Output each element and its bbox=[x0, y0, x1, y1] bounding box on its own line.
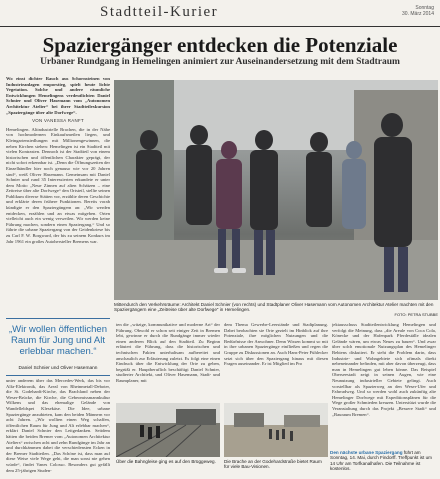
info-title: Den nächste urbane Spaziergang bbox=[330, 450, 403, 455]
column-4: jektausschuss Stadtteilentwicklung Hemelingen und verfolgt die Meinung, dass „die Areale von Coca Cola, Könecke und der Hafenpark Pferdeställe idealen Gelände wären, um etwas Neues zu bauen“. Und zwar über solch emotionale Nutzungsplan des Hemelinger Bebiens diskutiert. Er sieht die Problem darin, dass Industrie- und Wohngebiete sich oftmals direkt nebeneinander befinden, mit aber davon überzeugt, dass man in Hemelingen gut leben könne. Das Beispiel Oberseestadt zeigt in seinen Augen, wie eine Neunutzung industrieller Gebiete gelingt. Auch vorstellbar als Spazierweg an den Weser-Ufer und Fahrradweg. Und so werden wohl auch zukünftig alte Hemelinger Dorfwege mit Expeditionsplänen für die Wege großer Schmieden kreuzen. Unterstützt wurde die Veranstaltung durch das Projekt „Bessere Stadt“ und „Bauraum Bremen“. bbox=[332, 322, 436, 417]
column-1-lower: unter anderem über das Mercedes-Werk, das bis vor Alfa-Elektronik, das Areal von Rheinmetall-Deboter, die St. Godehardt-Kirche, das Brachland neben der Weser-Brücke, die Kirche, die Gebeomissmannkultur Wilkens und das ehemalige Gelände von Wandelleldspet Klesekäse. Die Idee, urbane Spaziergänge anzubieten, kam den beiden Männern vor acht Jahren. „Wir wollten einen Weg schaffen, öffentlichen Raum für Jung und Alt erlebbar machen“, erklärt Daniel Schnier den Leitgedanken. Seitdem hätten die beiden Bremer vom „Autonomen Architektur Ateliers“ zwischen acht und zehn Rundgänge im Jahr an und durchkämmen dabei die verschiedensten Ecken in der Bremer Stadtteilen. „Das Schöne ist, dass man auf diese Weise viele Wege geht, die man sonst nie gehen würde“, findet Vanes Colosso. Besonders gut gefällt dem 25-jährigen Studen- bbox=[6, 378, 110, 473]
headline: Spaziergänger entdecken die Potenziale bbox=[42, 33, 398, 57]
column-2: ten die „witzige, kommunikative und moderne Art“ der Führung. Obwohl er schon seit einiger Zeit in Bremen lebt, gewinne er durch die Rundgänge immer wieder einen anderen Blick auf den Stadtteil. Zu Beginn erläutert die Führung, dass die historischen und technischen Fakten unterhaltsam aufbereitet und anschaulich zur Erläuterung zuletzt. Es folgt eine einen Eindruck über die Entwicklung der Orte zu geben, begrüßt er. Hauptberuflich beschäftigt Daniel Schnier, studierter Architekt, und Oliver Hasemann, Stadt- und Raumplaner, mit bbox=[116, 322, 220, 383]
main-photo bbox=[114, 80, 438, 300]
quote-text: „Wir wollen öffentlichen Raum für Jung und Alt erlebbar machen.“ bbox=[8, 324, 108, 357]
section-title: Stadtteil-Kurier bbox=[100, 4, 219, 20]
article-lead: Wo einst dichter Rauch aus Schornsteinen von Industrieanlagen emporstieg, spielt heute lichte Vegetation. Solche und andere räumliche Entwicklungen Hemelingens verdeutlichten Daniel Schnier und Oliver Hasemann vom „Autonomen Architektur Atelier“ bei ihrer Stadtteilexkursion „Spaziergänge über alte Dorfwege“. bbox=[6, 76, 110, 115]
subheadline: Urbaner Rundgang in Hemelingen animiert zur Auseinandersetzung mit dem Stadtraum bbox=[40, 57, 400, 67]
brownfield-photo bbox=[224, 403, 328, 457]
photo-credit: FOTO: PETRA STUBBE bbox=[394, 312, 438, 317]
rail-tracks-caption: Über die Bahngleise ging es auf den Brüggeweg. bbox=[116, 459, 216, 464]
quote-author: Daniel Schnier und Oliver Hasemann bbox=[18, 366, 98, 371]
info-text: führt am Sonntag, 14. Mai, durch Findorff. Treffpunkt ist um 14 Uhr am Torfkanalhafen. Die Teilnahme ist kostenlos. bbox=[330, 450, 432, 472]
group-walk-photo bbox=[114, 80, 438, 300]
weekday: Sonntag bbox=[415, 5, 434, 11]
brownfield-caption: Die Brache an der Godehardstraße bietet Raum für viele Bau-Visionen. bbox=[224, 459, 322, 470]
column-3: dem Thema Gewerbe-Leerstände und Stadtplanung. Dabei beobachten sie Orte gezielt im Hinblick auf ihre Potenziale, ihre möglichen Nutzungen und die Bedürfnisse der Anwohner. Denn Wissen kommt so mit in ihre urbanen Spaziergänge einfließen und regen die Gruppe zu Diskussionen an. Auch Hans-Peter Fühlecker setzt sich über den Spaziergang hinaus mit diesen Fragen auseinander. Er ist Mitglied im Pro bbox=[224, 322, 328, 367]
column-1 bbox=[6, 76, 110, 314]
brownfield-image bbox=[224, 403, 328, 457]
byline: VON VANESSA RANFT bbox=[32, 118, 84, 124]
date: 30. März 2014 bbox=[402, 11, 434, 17]
edition-date bbox=[402, 5, 434, 17]
rail-tracks-image bbox=[116, 403, 220, 457]
pull-quote bbox=[6, 318, 110, 376]
info-box bbox=[330, 450, 436, 472]
main-photo-caption: Mittendurch den Verkehrsräume: Architekt Daniel Schnier (von rechts) und Stadtplaner Oliver Hasemann vom Autonomen Architektur Atelier machten mit den Spaziergängern eine „Zeitreise über alte Dorfwege“ in Hemelingen. bbox=[114, 302, 434, 313]
rail-tracks-photo bbox=[116, 403, 220, 457]
page-header bbox=[0, 0, 440, 27]
article-body-1: Hemelingen. Altindustrielle Brachen, die in der Nähe von hochmodernen Einkaufsmeilen liegen, und Kleingartensiedlungen mit Millionengewinnen, die neben Kirchen stehen: Hemelingen ist ein Stadtteil mit vielen Kontrasten. Dennoch ist der Stadtteil von einem historischen und öffentlichen Charakter geprägt, der nicht sofort erkennbar ist. „Denn die Öffnungszeiten der Einzelhändler hier noch genauso wie vor 20 Jahren sind“, weiß Oliver Hasemann. Gemeinsam mit Daniel Schnier und rund 35 Interessierten erkundete er unter dem Motto „Neue Zinnen auf alten Schätzen – eine Zeitreise über alte Dorfwege“ den Ortsteil, stellte seinen Publikum diverse Stätten vor, erzählte deren Geschichte und erklärte deren frühere Funktionen. Bereits vorab kündigte er den Spaziergängern an: „Wir werden entdecken, erzählen und an etwas mitgeben. Orten vielleicht auch ein wenig verweilen. Wir werden keine Führung machen, sondern einen Spaziergang.“ Und so führte die urbane Spaziergang von der Geidenkriese bis zu Carl F. W. Borgward, der bis zu seinem Konkurs im Jahr 1961 ein großes Autohersteller Bremens war. bbox=[6, 126, 110, 244]
